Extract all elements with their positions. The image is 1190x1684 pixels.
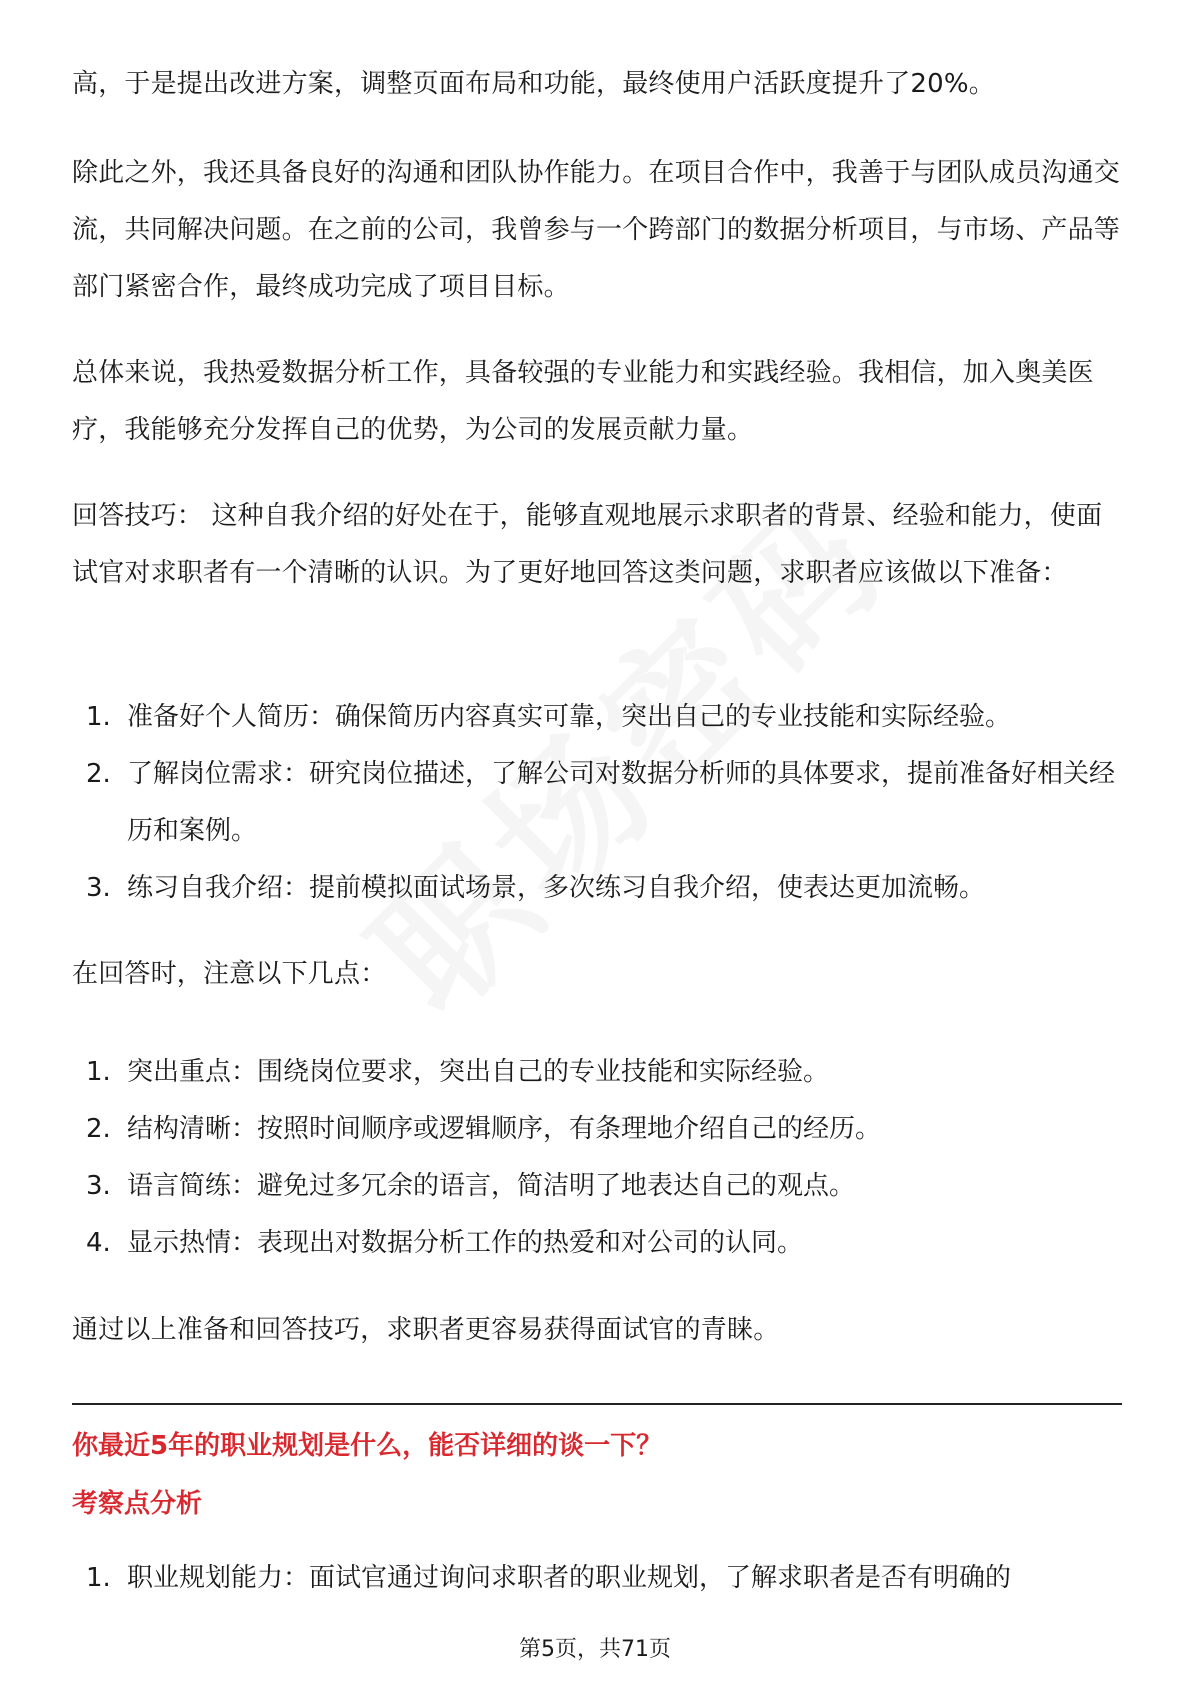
list-item-text: 语言简练：避免过多冗余的语言，简洁明了地表达自己的观点。	[127, 1171, 856, 1201]
list-number: 2.	[86, 759, 111, 789]
list-item	[72, 860, 1122, 917]
list-item	[72, 746, 1122, 860]
list-number: 3.	[86, 1171, 111, 1201]
question-subtitle: 考察点分析	[72, 1489, 203, 1519]
attention-points-list	[72, 1044, 1122, 1272]
list-item-text: 结构清晰：按照时间顺序或逻辑顺序，有条理地介绍自己的经历。	[127, 1114, 882, 1144]
list-item-text: 突出重点：围绕岗位要求，突出自己的专业技能和实际经验。	[127, 1057, 830, 1087]
list-item-text: 职业规划能力：面试官通过询问求职者的职业规划，了解求职者是否有明确的	[127, 1563, 1012, 1593]
paragraph-1: 高，于是提出改进方案，调整页面布局和功能，最终使用户活跃度提升了20%。	[72, 69, 995, 99]
question-title: 你最近5年的职业规划是什么，能否详细的谈一下？	[72, 1431, 663, 1461]
list-number: 1.	[86, 1563, 111, 1593]
list-number: 3.	[86, 873, 111, 903]
list-item	[72, 689, 1122, 746]
list-number: 2.	[86, 1114, 111, 1144]
list-number: 1.	[86, 1057, 111, 1087]
answer-tips-paragraph: 回答技巧： 这种自我介绍的好处在于，能够直观地展示求职者的背景、经验和能力，使面试官对求职者有一个清晰的认识。为了更好地回答这类问题，求职者应该做以下准备：	[72, 501, 1103, 588]
paragraph-3: 总体来说，我热爱数据分析工作，具备较强的专业能力和实践经验。我相信，加入奥美医疗，我能够充分发挥自己的优势，为公司的发展贡献力量。	[72, 358, 1094, 445]
paragraph-5: 在回答时，注意以下几点：	[72, 959, 387, 989]
list-item-text: 显示热情：表现出对数据分析工作的热爱和对公司的认同。	[127, 1228, 804, 1258]
list-item	[72, 1550, 1122, 1607]
analysis-list	[72, 1550, 1122, 1607]
page-footer: 第5页，共71页	[519, 1637, 671, 1662]
list-item	[72, 1044, 1122, 1101]
preparation-list	[72, 689, 1122, 917]
list-number: 4.	[86, 1228, 111, 1258]
list-item-text: 练习自我介绍：提前模拟面试场景，多次练习自我介绍，使表达更加流畅。	[127, 873, 986, 903]
list-item-text: 准备好个人简历：确保简历内容真实可靠，突出自己的专业技能和实际经验。	[127, 702, 1012, 732]
paragraph-2: 除此之外，我还具备良好的沟通和团队协作能力。在项目合作中，我善于与团队成员沟通交流，共同解决问题。在之前的公司，我曾参与一个跨部门的数据分析项目，与市场、产品等部门紧密合作，最终成功完成了项目目标。	[72, 158, 1121, 302]
list-item	[72, 1158, 1122, 1215]
list-number: 1.	[86, 702, 111, 732]
section-divider	[72, 1403, 1122, 1405]
paragraph-6: 通过以上准备和回答技巧，求职者更容易获得面试官的青睐。	[72, 1315, 780, 1345]
list-item	[72, 1101, 1122, 1158]
list-item	[72, 1215, 1122, 1272]
list-item-text: 了解岗位需求：研究岗位描述，了解公司对数据分析师的具体要求，提前准备好相关经历和案例。	[127, 759, 1116, 846]
